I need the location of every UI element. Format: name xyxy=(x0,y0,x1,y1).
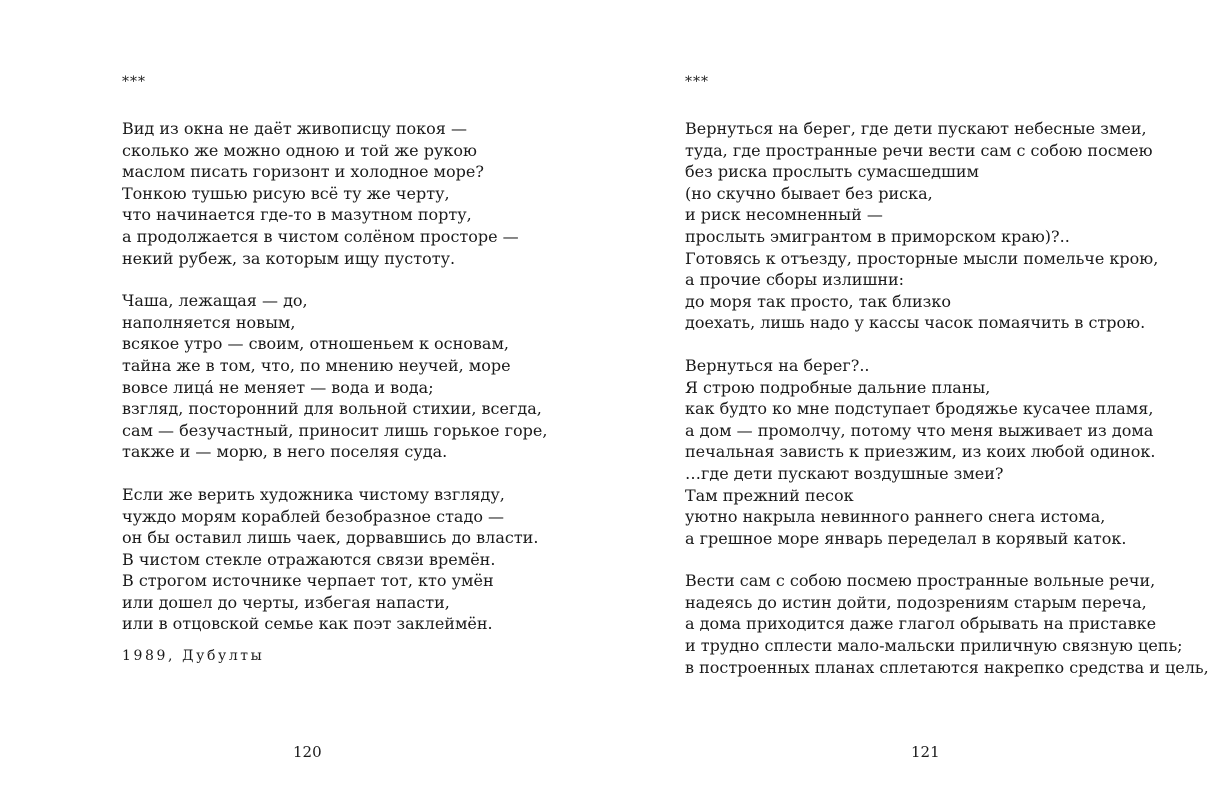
poem-line: В чистом стекле отражаются связи времён. xyxy=(122,549,496,569)
poem-line: уютно накрыла невинного раннего снега истома, xyxy=(685,507,1106,527)
right-page xyxy=(615,0,1230,800)
poem-line: вовсе лица́ не меняет — вода и вода; xyxy=(122,377,434,397)
poem-line: туда, где пространные речи вести сам с собою посмею xyxy=(685,140,1153,160)
poem-line: а продолжается в чистом солёном просторе — xyxy=(122,226,519,246)
poem-line: до моря так просто, так близко xyxy=(685,291,951,311)
poem-line: всякое утро — своим, отношеньем к основам, xyxy=(122,334,509,354)
poem-left xyxy=(122,72,547,666)
poem-line: или дошел до черты, избегая напасти, xyxy=(122,592,450,612)
poem-line: (но скучно бывает без риска, xyxy=(685,183,933,203)
poem-right xyxy=(685,72,1209,699)
section-stars: *** xyxy=(122,74,146,90)
poem-line: …где дети пускают воздушные змеи? xyxy=(685,463,1004,483)
poem-line: Тонкою тушью рисую всё ту же черту, xyxy=(122,183,450,203)
poem-line: а дом — промолчу, потому что меня выживает из дома xyxy=(685,420,1154,440)
poem-line: тайна же в том, что, по мнению неучей, море xyxy=(122,355,511,375)
poem-line: без риска прослыть сумасшедшим xyxy=(685,162,979,182)
page-number: 120 xyxy=(293,743,322,761)
poem-line: он бы оставил лишь чаек, дорвавшись до власти. xyxy=(122,528,539,548)
poem-line: также и — морю, в него поселяя суда. xyxy=(122,442,448,462)
poem-line: или в отцовской семье как поэт заклеймён. xyxy=(122,614,493,634)
poem-line: Я строю подробные дальние планы, xyxy=(685,377,991,397)
poem-line: а прочие сборы излишни: xyxy=(685,270,905,290)
stanza xyxy=(685,118,1209,334)
poem-line: надеясь до истин дойти, подозрениям старым переча, xyxy=(685,592,1147,612)
stanza xyxy=(122,484,547,635)
poem-line: взгляд, посторонний для вольной стихии, всегда, xyxy=(122,399,542,419)
stanza xyxy=(685,570,1209,678)
poem-line: что начинается где-то в мазутном порту, xyxy=(122,205,472,225)
poem-line: Вести сам с собою посмею пространные вольные речи, xyxy=(685,571,1156,591)
poem-line: и риск несомненный — xyxy=(685,205,883,225)
poem-line: чуждо морям кораблей безобразное стадо — xyxy=(122,506,505,526)
poem-line: а грешное море январь переделал в корявый каток. xyxy=(685,528,1127,548)
poem-line: наполняется новым, xyxy=(122,312,296,332)
poem-line: печальная зависть к приезжим, из коих любой одинок. xyxy=(685,442,1156,462)
stanza xyxy=(122,118,547,269)
poem-line: В строгом источнике черпает тот, кто умён xyxy=(122,571,494,591)
poem-line: а дома приходится даже глагол обрывать на приставке xyxy=(685,614,1157,634)
stanza xyxy=(685,355,1209,549)
poem-line: и трудно сплести мало-мальски приличную связную цепь; xyxy=(685,636,1183,656)
poem-line: Готовясь к отъезду, просторные мысли помельче крою, xyxy=(685,248,1159,268)
poem-line: сам — безучастный, приносит лишь горькое горе, xyxy=(122,420,548,440)
stanza xyxy=(122,290,547,463)
poem-line: в построенных планах сплетаются накрепко средства и цель, xyxy=(685,657,1209,677)
poem-line: прослыть эмигрантом в приморском краю)?.. xyxy=(685,226,1070,246)
poem-line: как будто ко мне подступает бродяжье кусачее пламя, xyxy=(685,399,1154,419)
poem-line: маслом писать горизонт и холодное море? xyxy=(122,162,484,182)
poem-line: доехать, лишь надо у кассы часок помаячить в строю. xyxy=(685,313,1146,333)
poem-line: Если же верить художника чистому взгляду, xyxy=(122,484,505,504)
poem-line: Вернуться на берег, где дети пускают небесные змеи, xyxy=(685,119,1147,138)
section-stars: *** xyxy=(685,74,709,90)
poem-line: некий рубеж, за которым ищу пустоту. xyxy=(122,248,456,268)
poem-line: Там прежний песок xyxy=(685,485,854,505)
poem-line: Вернуться на берег?.. xyxy=(685,355,870,375)
poem-line: Чаша, лежащая — до, xyxy=(122,291,308,311)
page-number: 121 xyxy=(911,743,940,761)
poem-line: сколько же можно одною и той же рукою xyxy=(122,140,477,160)
poem-signature: 1989, Дубулты xyxy=(122,648,265,665)
poem-line: Вид из окна не даёт живописцу покоя — xyxy=(122,119,467,138)
